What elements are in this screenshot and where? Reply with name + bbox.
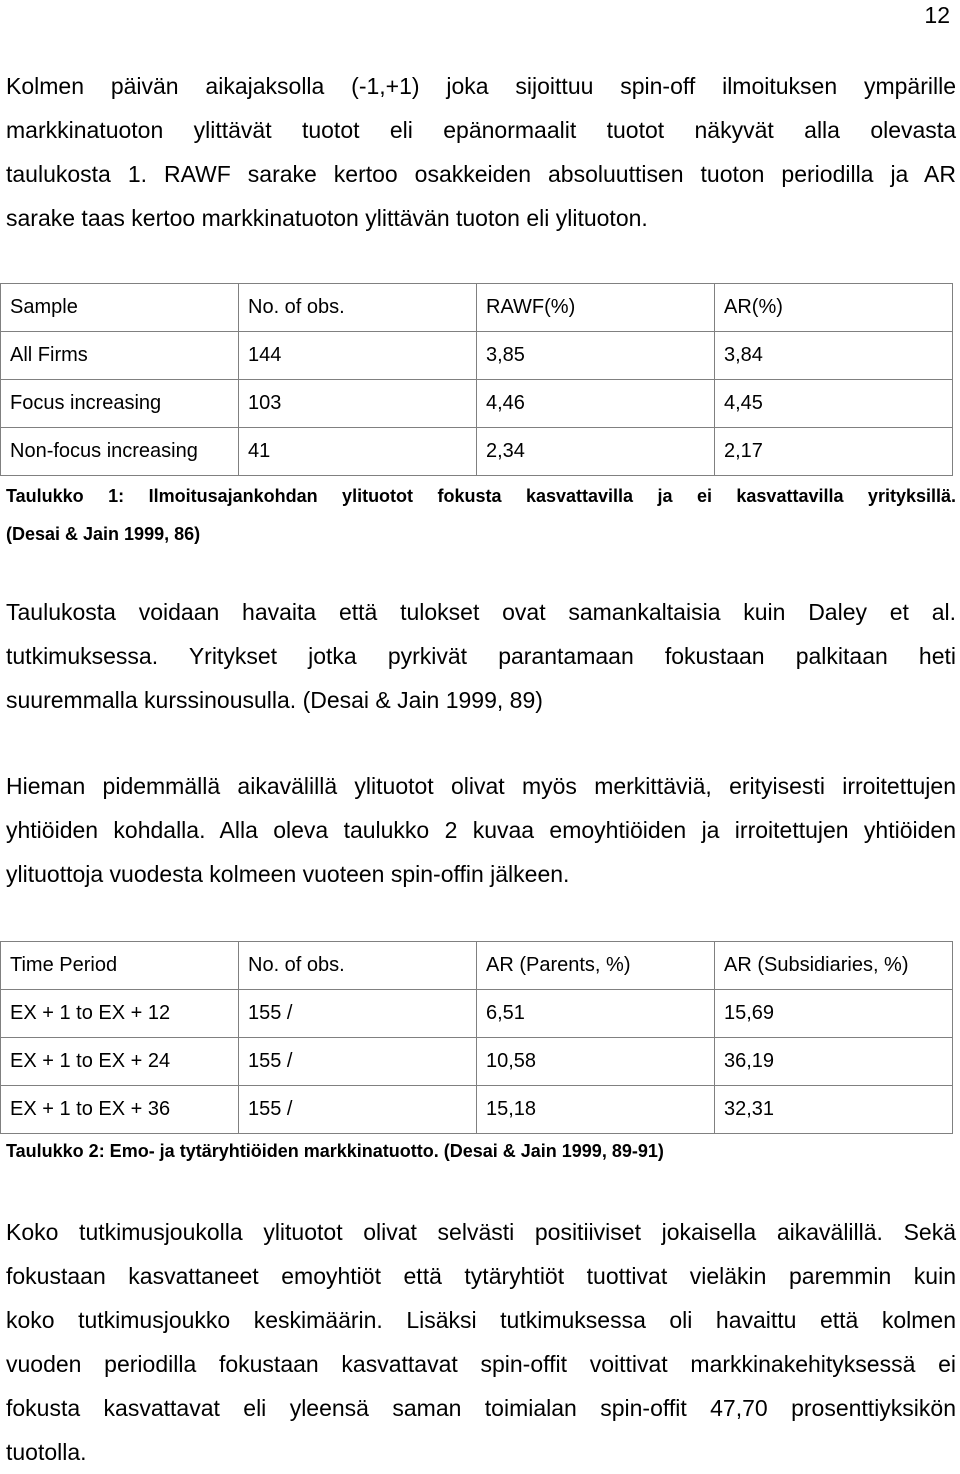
paragraph-3-line-3: ylituottoja vuodesta kolmeen vuoteen spin-offin jälkeen.	[6, 861, 570, 887]
paragraph-3-line-1: Hieman pidemmällä aikavälillä ylituotot olivat myös merkittäviä, erityisesti irroitettujen	[6, 773, 956, 799]
paragraph-1-line-2: markkinatuoton ylittävät tuotot eli epänormaalit tuotot näkyvät alla olevasta	[6, 117, 956, 143]
table-cell: EX + 1 to EX + 36	[1, 1086, 239, 1134]
paragraph-4-line-4: vuoden periodilla fokustaan kasvattavat spin-offit voittivat markkinakehityksessä ei	[6, 1351, 956, 1377]
table-cell: 15,18	[477, 1086, 715, 1134]
table-1	[0, 283, 953, 476]
table-1-caption	[6, 477, 956, 553]
table-cell: 3,84	[715, 332, 953, 380]
table-2-header-row	[1, 942, 953, 990]
table-cell: EX + 1 to EX + 24	[1, 1038, 239, 1086]
table-cell: 10,58	[477, 1038, 715, 1086]
table-cell: 2,34	[477, 428, 715, 476]
paragraph-4-line-5: fokusta kasvattavat eli yleensä saman toimialan spin-offit 47,70 prosenttiyksikön	[6, 1395, 956, 1421]
table-cell: 4,46	[477, 380, 715, 428]
paragraph-1	[6, 64, 956, 240]
table-row	[1, 990, 953, 1038]
table-row	[1, 1038, 953, 1086]
paragraph-4-line-2: fokustaan kasvattaneet emoyhtiöt että tytäryhtiöt tuottivat vieläkin paremmin kuin	[6, 1263, 956, 1289]
table-2	[0, 941, 953, 1134]
paragraph-4	[6, 1210, 956, 1474]
paragraph-2-line-1: Taulukosta voidaan havaita että tulokset ovat samankaltaisia kuin Daley et al.	[6, 599, 956, 625]
table-cell: 41	[239, 428, 477, 476]
paragraph-3	[6, 764, 956, 896]
paragraph-2-line-2: tutkimuksessa. Yritykset jotka pyrkivät parantamaan fokustaan palkitaan heti	[6, 643, 956, 669]
table-1-header-obs: No. of obs.	[239, 284, 477, 332]
table-1-header-sample: Sample	[1, 284, 239, 332]
table-cell: Focus increasing	[1, 380, 239, 428]
table-row	[1, 332, 953, 380]
table-1-header-row	[1, 284, 953, 332]
table-cell: 144	[239, 332, 477, 380]
table-cell: 155 /	[239, 1086, 477, 1134]
table-cell: 103	[239, 380, 477, 428]
paragraph-1-line-3: taulukosta 1. RAWF sarake kertoo osakkeiden absoluuttisen tuoton periodilla ja AR	[6, 161, 956, 187]
table-cell: 155 /	[239, 1038, 477, 1086]
table-cell: 32,31	[715, 1086, 953, 1134]
table-cell: 3,85	[477, 332, 715, 380]
paragraph-4-line-6: tuotolla.	[6, 1439, 87, 1465]
table-2-header-subsidiaries: AR (Subsidiaries, %)	[715, 942, 953, 990]
table-1-header-ar: AR(%)	[715, 284, 953, 332]
paragraph-2-line-3: suuremmalla kurssinousulla. (Desai & Jain 1999, 89)	[6, 687, 543, 713]
table-cell: 6,51	[477, 990, 715, 1038]
table-cell: 155 /	[239, 990, 477, 1038]
paragraph-1-line-4: sarake taas kertoo markkinatuoton ylittävän tuoton eli ylituoton.	[6, 205, 648, 231]
table-cell: 36,19	[715, 1038, 953, 1086]
table-cell: Non-focus increasing	[1, 428, 239, 476]
page-number: 12	[924, 2, 950, 28]
paragraph-2	[6, 590, 956, 722]
table-cell: 15,69	[715, 990, 953, 1038]
table-row	[1, 380, 953, 428]
table-2-header-parents: AR (Parents, %)	[477, 942, 715, 990]
paragraph-4-line-3: koko tutkimusjoukko keskimäärin. Lisäksi tutkimuksessa oli havaittu että kolmen	[6, 1307, 956, 1333]
paragraph-4-line-1: Koko tutkimusjoukolla ylituotot olivat selvästi positiiviset jokaisella aikavälillä. Sekä	[6, 1219, 956, 1245]
table-2-header-period: Time Period	[1, 942, 239, 990]
table-2-caption: Taulukko 2: Emo- ja tytäryhtiöiden markkinatuotto. (Desai & Jain 1999, 89-91)	[6, 1141, 664, 1161]
table-2-header-obs: No. of obs.	[239, 942, 477, 990]
table-row	[1, 1086, 953, 1134]
table-cell: 4,45	[715, 380, 953, 428]
paragraph-3-line-2: yhtiöiden kohdalla. Alla oleva taulukko 2 kuvaa emoyhtiöiden ja irroitettujen yhtiöiden	[6, 817, 956, 843]
table-cell: EX + 1 to EX + 12	[1, 990, 239, 1038]
paragraph-1-line-1: Kolmen päivän aikajaksolla (-1,+1) joka sijoittuu spin-off ilmoituksen ympärille	[6, 73, 956, 99]
table-cell: All Firms	[1, 332, 239, 380]
table-1-caption-line-1: Taulukko 1: Ilmoitusajankohdan ylituotot fokusta kasvattavilla ja ei kasvattavilla yrityksillä.	[6, 486, 956, 506]
table-1-caption-line-2: (Desai & Jain 1999, 86)	[6, 524, 201, 544]
table-1-header-rawf: RAWF(%)	[477, 284, 715, 332]
table-row	[1, 428, 953, 476]
table-cell: 2,17	[715, 428, 953, 476]
